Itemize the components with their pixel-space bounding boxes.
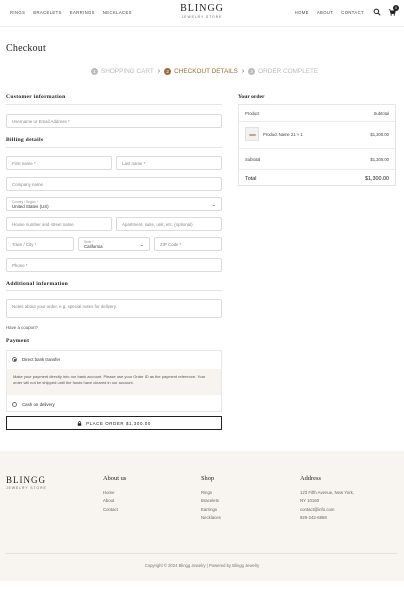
footer-address-line: 123 Fifth Avenue, New York, bbox=[300, 490, 354, 495]
footer-divider bbox=[6, 553, 398, 554]
chevron-down-icon: ⌄ bbox=[139, 242, 144, 248]
item-name: Product Name 21 × 1 bbox=[263, 132, 303, 137]
subtotal-label: Subtotal bbox=[245, 157, 261, 162]
nav-bracelets[interactable]: BRACELETS bbox=[33, 10, 62, 15]
radio-unselected[interactable] bbox=[12, 402, 17, 407]
chevron-right-icon: › bbox=[157, 68, 161, 75]
col-subtotal: Subtotal bbox=[373, 111, 389, 116]
step-label: ORDER COMPLETE bbox=[258, 68, 319, 75]
phone-placeholder: Phone * bbox=[12, 262, 28, 268]
step-shopping-cart[interactable] bbox=[91, 68, 154, 75]
footer-logo-tagline: JEWELRY STORE bbox=[6, 486, 47, 490]
nav-earrings[interactable]: EARRINGS bbox=[69, 10, 95, 15]
street-input[interactable] bbox=[6, 217, 112, 231]
billing-title: Billing details bbox=[6, 137, 44, 143]
footer-link-earrings[interactable]: Earrings bbox=[201, 506, 218, 512]
first-name-placeholder: First name * bbox=[12, 160, 36, 166]
apartment-placeholder: Apartment, suite, unit, etc. (optional) bbox=[122, 221, 193, 227]
payment-methods bbox=[6, 350, 222, 412]
last-name-input[interactable] bbox=[116, 156, 222, 170]
logo-name: BLINGG bbox=[180, 3, 224, 14]
divider bbox=[239, 121, 395, 122]
state-value: California bbox=[84, 243, 103, 249]
payment-option-label: Cash on delivery bbox=[22, 402, 55, 407]
footer-link-necklaces[interactable]: Necklaces bbox=[201, 515, 221, 521]
cart-count-badge: 0 bbox=[393, 5, 399, 11]
order-summary bbox=[238, 104, 396, 186]
nav-right bbox=[295, 10, 364, 15]
step-number: 3 bbox=[248, 68, 255, 75]
divider bbox=[6, 147, 222, 148]
divider bbox=[6, 104, 222, 105]
payment-option-cash-on-delivery[interactable] bbox=[12, 402, 55, 407]
bank-transfer-description: Make your payment directly into our bank account. Please use your Order ID as the payment reference. Your order will not be shipped until the funds have cleared in our account. bbox=[7, 369, 221, 395]
search-icon[interactable] bbox=[373, 8, 381, 16]
divider bbox=[6, 290, 222, 291]
product-thumbnail bbox=[245, 127, 259, 141]
step-number: 2 bbox=[164, 68, 171, 75]
order-notes-placeholder: Notes about your order, e.g. special notes for delivery. bbox=[12, 304, 117, 309]
footer-shop-column bbox=[201, 475, 221, 523]
payment-option-bank-transfer[interactable] bbox=[12, 357, 60, 362]
country-label: Country / Region * bbox=[12, 199, 39, 204]
order-header-row bbox=[245, 111, 389, 116]
step-number: 1 bbox=[91, 68, 98, 75]
zip-placeholder: ZIP Code * bbox=[160, 241, 182, 247]
place-order-button[interactable] bbox=[6, 416, 222, 430]
last-name-placeholder: Last name * bbox=[122, 160, 146, 166]
email-input[interactable] bbox=[6, 114, 222, 128]
footer-address-column bbox=[300, 475, 354, 523]
site-footer bbox=[0, 451, 404, 581]
footer-link-home[interactable]: Home bbox=[103, 490, 115, 495]
zip-input[interactable] bbox=[154, 237, 222, 251]
payment-title: Payment bbox=[6, 338, 30, 344]
radio-selected[interactable] bbox=[12, 357, 17, 362]
your-order-title: Your order bbox=[238, 94, 265, 100]
footer-link-bracelets[interactable]: Bracelets bbox=[201, 498, 219, 504]
nav-necklaces[interactable]: NECKLACES bbox=[102, 10, 132, 15]
additional-info-title: Additional information bbox=[6, 281, 69, 287]
page-title: Checkout bbox=[6, 43, 46, 54]
footer-logo[interactable] bbox=[6, 475, 47, 490]
order-item-row bbox=[263, 132, 389, 137]
copyright-text: Copyright © 2024 Blingg Jewelry | Powered by Blingg Jewelry bbox=[144, 563, 260, 568]
divider bbox=[239, 148, 395, 149]
country-value: United States (US) bbox=[12, 203, 49, 209]
footer-link-contact[interactable]: Contact bbox=[103, 506, 118, 512]
country-select[interactable] bbox=[6, 197, 222, 211]
chevron-right-icon: › bbox=[241, 68, 245, 75]
nav-rings[interactable]: RINGS bbox=[10, 10, 26, 15]
col-product: Product bbox=[245, 111, 260, 116]
total-row bbox=[245, 176, 389, 182]
city-placeholder: Town / City * bbox=[12, 241, 37, 247]
step-label: CHECKOUT DETAILS bbox=[174, 68, 238, 75]
item-price: $1,300.00 bbox=[370, 132, 389, 137]
footer-link-about[interactable]: About bbox=[103, 498, 115, 504]
footer-address-line: NY 10160 bbox=[300, 498, 320, 504]
first-name-input[interactable] bbox=[6, 156, 112, 170]
footer-about-title: About us bbox=[103, 475, 127, 482]
payment-option-label: Direct bank transfer bbox=[22, 357, 61, 362]
state-select[interactable] bbox=[78, 237, 150, 251]
step-order-complete bbox=[248, 68, 318, 75]
customer-info-title: Customer information bbox=[6, 94, 66, 100]
footer-about-column bbox=[103, 475, 126, 514]
divider bbox=[239, 169, 395, 170]
nav-contact[interactable]: CONTACT bbox=[341, 10, 364, 15]
phone-input[interactable] bbox=[6, 258, 222, 272]
step-label: SHOPPING CART bbox=[101, 68, 154, 75]
site-header bbox=[0, 0, 404, 27]
street-placeholder: House number and street name bbox=[12, 221, 74, 227]
checkout-steps bbox=[91, 68, 318, 75]
footer-link-rings[interactable]: Rings bbox=[201, 490, 212, 495]
chevron-down-icon: ⌄ bbox=[211, 202, 216, 208]
footer-address-title: Address bbox=[300, 475, 321, 482]
nav-about[interactable]: ABOUT bbox=[316, 10, 334, 15]
footer-phone[interactable]: 929-242-6868 bbox=[300, 515, 327, 521]
step-checkout-details[interactable] bbox=[164, 68, 238, 75]
apartment-input[interactable] bbox=[116, 217, 222, 231]
subtotal-row bbox=[245, 157, 389, 162]
total-value: $1,300.00 bbox=[365, 176, 389, 182]
nav-home[interactable]: HOME bbox=[294, 10, 309, 15]
subtotal-value: $1,300.00 bbox=[370, 157, 389, 162]
total-label: Total bbox=[245, 176, 257, 182]
footer-shop-title: Shop bbox=[201, 475, 215, 482]
company-input[interactable] bbox=[6, 177, 222, 191]
company-placeholder: Company name bbox=[12, 181, 43, 187]
email-placeholder: Username or Email Address * bbox=[12, 118, 70, 124]
city-input[interactable] bbox=[6, 237, 74, 251]
place-order-label: PLACE ORDER $1,300.00 bbox=[86, 420, 151, 426]
lock-icon bbox=[77, 421, 82, 426]
order-notes-textarea[interactable] bbox=[6, 299, 222, 318]
footer-logo-name: BLINGG bbox=[6, 475, 46, 485]
logo-tagline: JEWELRY STORE bbox=[181, 15, 223, 19]
state-label: State * bbox=[84, 239, 94, 244]
coupon-link[interactable]: Have a coupon? bbox=[6, 325, 38, 330]
footer-email[interactable]: contact@info.com bbox=[300, 506, 335, 512]
